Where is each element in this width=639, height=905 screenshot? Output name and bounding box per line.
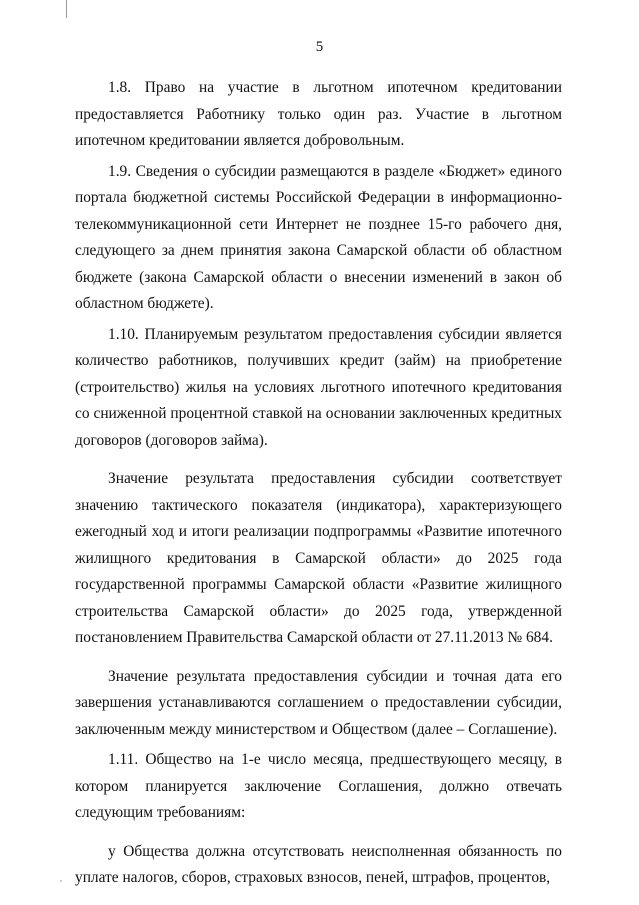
paragraph-1-9: 1.9. Сведения о субсидии размещаются в разделе «Бюджет» единого портала бюджетной системы Российской Федерации в информационно-телекоммуникационной сети Интернет не позднее 15-го рабочего дня, следующего за днем принятия закона Самарской области об областном бюджете (закона Самарской области о внесении изменений в закон об областном бюджете).	[75, 162, 562, 312]
paragraph-1-10: 1.10. Планируемым результатом предоставления субсидии является количество работников, получивших кредит (займ) на приобретение (строительство) жилья на условиях льготного ипотечного кредитования со сниженной процентной ставкой на основании заключенных кредитных договоров (договоров займа).	[75, 325, 562, 449]
page-number: 5	[315, 39, 324, 55]
paragraph-1-11: 1.11. Общество на 1-е число месяца, предшествующего месяцу, в котором планируется заключение Соглашения, должно отвечать следующим требованиям:	[75, 751, 562, 821]
paragraph-1-8: 1.8. Право на участие в льготном ипотечном кредитовании предоставляется Работнику только один раз. Участие в льготном ипотечном кредитовании является добровольным.	[75, 79, 562, 149]
scan-dot	[60, 880, 62, 882]
scan-edge-mark	[66, 0, 67, 18]
paragraph-result-agreement: Значение результата предоставления субсидии и точная дата его завершения устанавливаются соглашением о предоставлении субсидии, заключенным между министерством и Обществом (далее – Соглашение).	[75, 667, 562, 738]
paragraph-result-value: Значение результата предоставления субсидии соответствует значению тактического показателя (индикатора), характеризующего ежегодный ход и итоги реализации подпрограммы «Развитие ипотечного жилищного кредитования в Самарской области» до 2025 года государственной программы Самарской области «Развитие жилищного строительства Самарской области» до 2025 года, утвержденной постановлением Правительства Самарской области от 27.11.2013 № 684.	[75, 470, 562, 646]
paragraph-requirements: у Общества должна отсутствовать неисполненная обязанность по уплате налогов, сборов, страховых взносов, пеней, штрафов, процентов,	[75, 842, 562, 886]
document-body	[75, 75, 562, 896]
